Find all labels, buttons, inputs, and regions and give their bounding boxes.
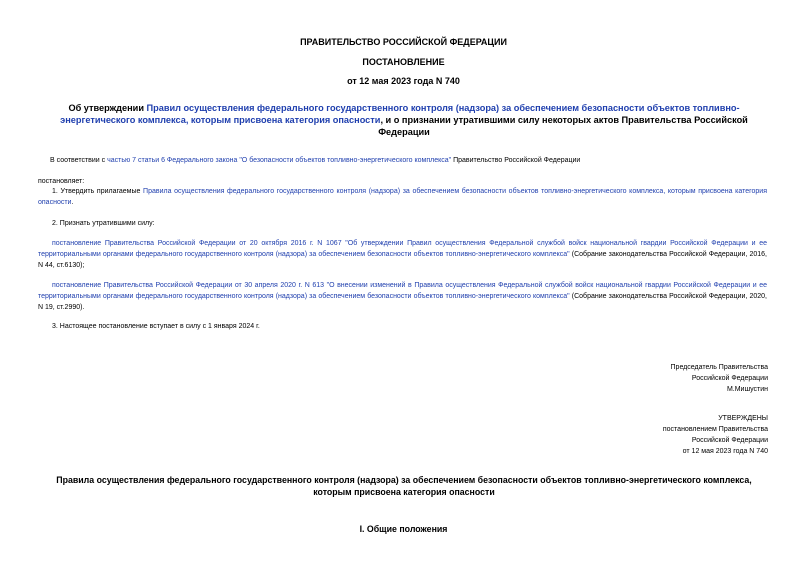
item-1-suffix: . — [71, 199, 74, 206]
approval-line-1: УТВЕРЖДЕНЫ — [718, 415, 768, 422]
preamble-suffix: Правительство Российской Федерации — [451, 157, 581, 164]
title-rules-link[interactable]: Правил осуществления федерального государственного контроля (надзора) за обеспечением безопасности объектов топливно-энергетического комплекса, которым присвоена категория опасности — [60, 103, 740, 125]
resolves-text: постановляет: — [38, 178, 85, 185]
approval-line-4: от 12 мая 2023 года N 740 — [682, 448, 768, 455]
doc-type-heading: ПОСТАНОВЛЕНИЕ — [362, 57, 445, 67]
preamble-paragraph — [50, 155, 770, 166]
signature-position-line-2: Российской Федерации — [691, 375, 768, 382]
resolution-title — [44, 102, 764, 138]
title-prefix: Об утверждении — [68, 103, 147, 113]
repealed-act-2-source: (Собрание законодательства Российской Федерации, 2020, N 19, ст.2990). — [38, 293, 767, 311]
repealed-act-1-link[interactable]: постановление Правительства Российской Федерации от 20 октября 2016 г. N 1067 "Об утверждении Правил осуществления Федеральной службой войск национальной гвардии Российской Федерации и ее территориальными органами федерального государственного контроля (надзора) за обеспечением безопасности объектов топливно-энергетического комплекса" — [38, 240, 767, 258]
repealed-act-2 — [38, 280, 767, 313]
preamble-prefix: В соответствии с — [50, 157, 108, 164]
approval-line-2: постановлением Правительства — [662, 426, 768, 433]
repealed-act-2-link[interactable]: постановление Правительства Российской Федерации от 30 апреля 2020 г. N 613 "О внесении изменений в Правила осуществления Федеральной службой войск национальной гвардии Российской Федерации и ее территориальными органами федерального государственного контроля (надзора) за обеспечением безопасности объектов топливно-энергетического комплекса" — [38, 282, 767, 300]
government-heading: ПРАВИТЕЛЬСТВО РОССИЙСКОЙ ФЕДЕРАЦИИ — [300, 37, 507, 47]
repealed-act-1-source: (Собрание законодательства Российской Федерации, 2016, N 44, ст.6130); — [38, 251, 767, 269]
approval-line-3: Российской Федерации — [691, 437, 768, 444]
signature-position-line-1: Председатель Правительства — [670, 364, 768, 371]
signature-name: М.Мишустин — [726, 386, 768, 393]
item-3-paragraph: 3. Настоящее постановление вступает в силу с 1 января 2024 г. — [52, 323, 260, 330]
item-1-rules-link[interactable]: Правила осуществления федерального государственного контроля (надзора) за обеспечением безопасности объектов топливно-энергетического комплекса, которым присвоена категория опасности — [38, 188, 767, 206]
section-1-heading: I. Общие положения — [359, 524, 448, 534]
item-1-prefix: 1. Утвердить прилагаемые — [52, 188, 144, 195]
approval-block — [663, 413, 768, 457]
preamble-law-link[interactable]: частью 7 статьи 6 Федерального закона "О безопасности объектов топливно-энергетического комплекса" — [107, 157, 452, 164]
signature-block — [671, 362, 768, 395]
item-1-paragraph — [38, 186, 767, 208]
item-2-paragraph: 2. Признать утратившими силу: — [52, 220, 155, 227]
repealed-act-1 — [38, 238, 767, 271]
title-suffix: , и о признании утратившими силу некоторых актов Правительства Российской Федерации — [378, 115, 748, 137]
rules-title: Правила осуществления федерального государственного контроля (надзора) за обеспечением безопасности объектов топливно-энергетического комплекса, которым присвоена категория опасности — [56, 475, 752, 497]
date-number-heading: от 12 мая 2023 года N 740 — [347, 76, 460, 86]
